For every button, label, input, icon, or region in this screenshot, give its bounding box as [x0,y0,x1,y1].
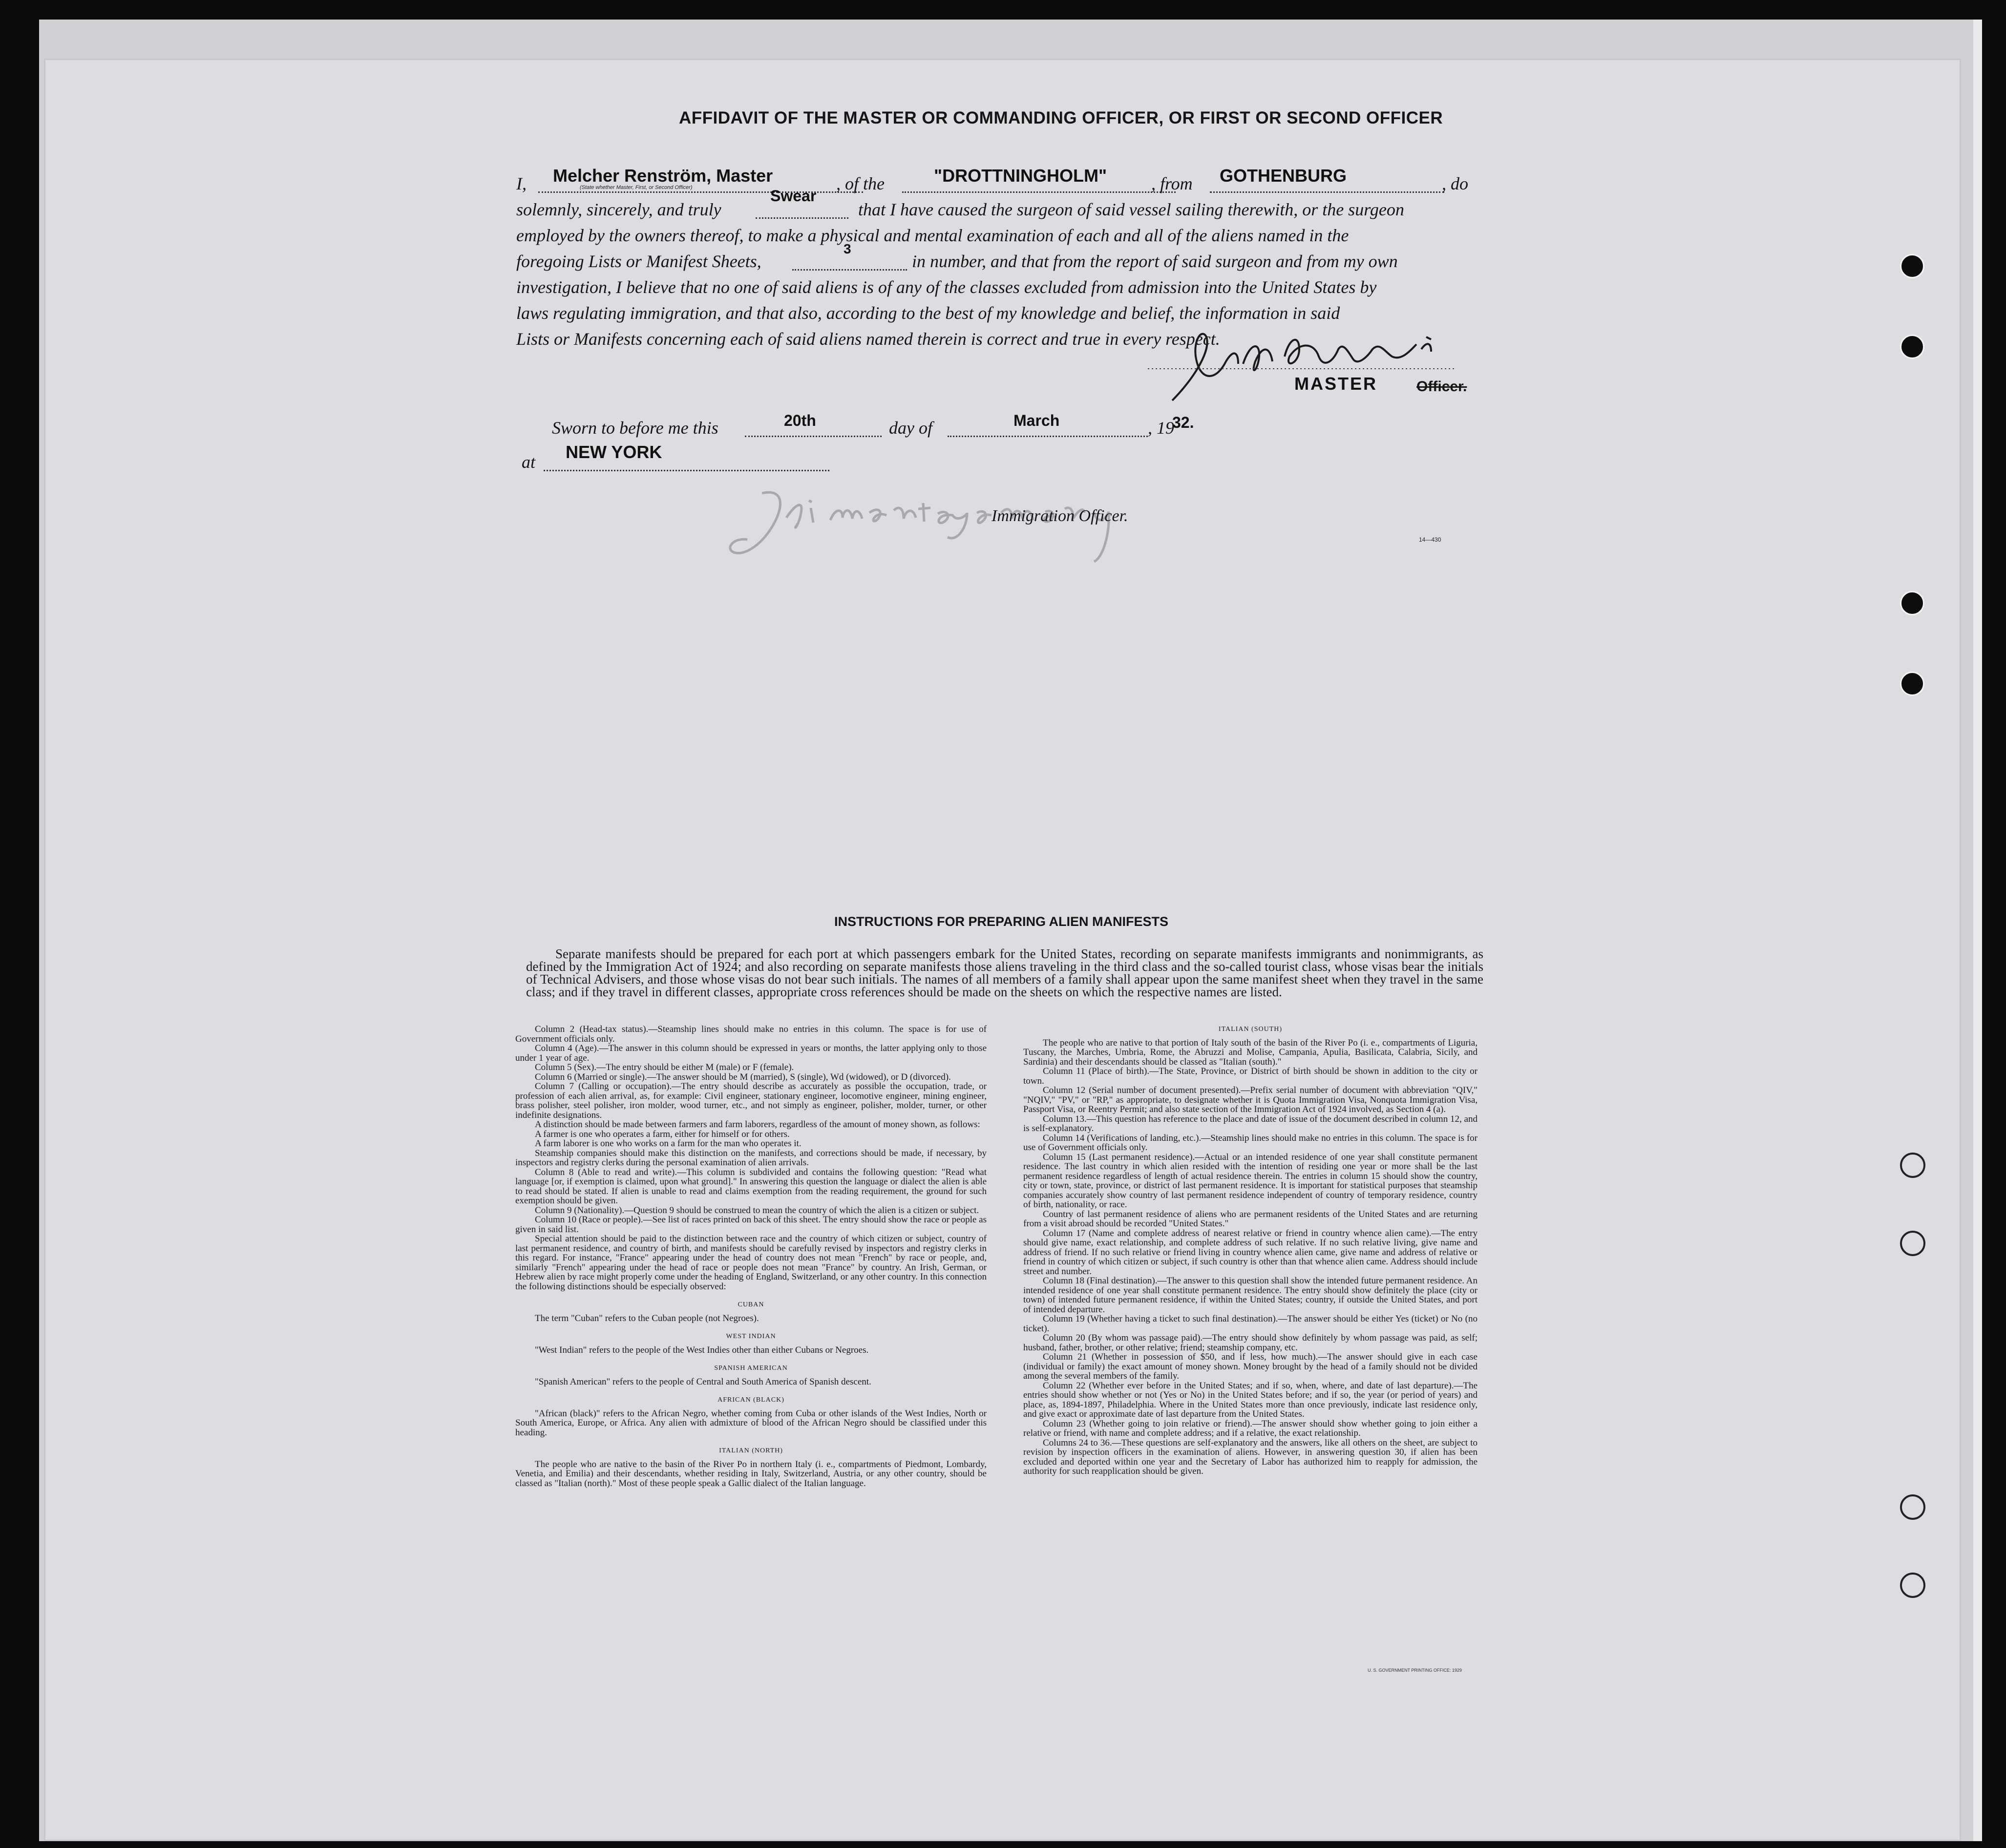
affidavit-title: AFFIDAVIT OF THE MASTER OR COMMANDING OFFICER, OR FIRST OR SECOND OFFICER [679,108,1443,127]
instruction-paragraph: A distinction should be made between farmers and farm laborers, regardless of the amount of money shown, as follows: [535,1119,980,1130]
affidavit-line-5: investigation, I believe that no one of said aliens is of any of the classes excluded from admission into the United States by [516,277,1377,297]
instruction-paragraph: Column 7 (Calling or occupation).—The entry should describe as accurately as possible the occupation, trade, or profession of each alien arrival, as, for example: Civil engineer, stationary engineer, locomotive engineer, mining engineer, brass polisher, steel polisher, iron molder, wood turner, etc., and not simply as engineer, polisher, molder, turner, or other indefinite designations. [515,1081,987,1120]
instruction-paragraph: The people who are native to that portion of Italy south of the basin of the River Po (i. e., compartments of Liguria, Tuscany, the Marches, Umbria, Rome, the Abruzzi and Molise, Campania, Apulia, Basilicata, Calabria, Sicily, and Sardinia) and their descendants should be classed as "Italian (south)." [1023,1037,1478,1067]
instruction-paragraph: Column 18 (Final destination).—The answer to this question shall show the intended future permanent residence. An intended residence of one year shall constitute permanent residence. The entry should show definitely the place (city or town) of intended future permanent residence, if within the United States; country, if outside the United States, and port of intended departure. [1023,1276,1478,1315]
section-text: "Spanish American" refers to the people of Central and South America of Spanish descent. [535,1376,871,1387]
section-heading: AFRICAN (BLACK) [718,1396,784,1404]
instruction-paragraph: Column 21 (Whether in possession of $50, and if less, how much).—The answer should give in each case (individual or family) the exact amount of money shown. Money brought by the head of a family should not be divided among the several members of the family. [1023,1352,1478,1381]
instruction-paragraph: Column 11 (Place of birth).—The State, Province, or District of birth should be shown in addition to the city or town. [1023,1066,1478,1086]
instruction-paragraph: Column 14 (Verifications of landing, etc.).—Steamship lines should make no entries in this column. The space is for use of Government officials only. [1023,1133,1478,1153]
binder-hole [1900,1153,1925,1178]
instruction-paragraph: Columns 24 to 36.—These questions are self-explanatory and the answers, like all others on the sheet, are subject to revision by inspection officers in the examination of aliens. However, in answering question 30, if alien has been excluded and deported within one year and the Secretary of Labor has authorized him to reapply for admission, the authority for such reapplication should be given. [1023,1437,1478,1476]
binder-hole [1900,672,1924,696]
form-number: 14—430 [1419,536,1441,543]
departure-port: GOTHENBURG [1220,166,1347,186]
affidavit-line-3: employed by the owners thereof, to make a physical and mental examination of each and all of the aliens named in the [516,226,1349,245]
binder-hole [1900,1231,1925,1256]
vessel-name: "DROTTNINGHOLM" [934,166,1107,186]
instruction-paragraph: A farm laborer is one who works on a farm for the man who operates it. [535,1138,802,1149]
sworn-day: 20th [784,412,816,429]
instructions-right-column [1023,1025,1478,1476]
instruction-paragraph: Steamship companies should make this distinction on the manifests, and corrections should be made, if necessary, by inspectors and registry clerks during the personal examination of alien arrivals. [515,1148,987,1168]
section-heading: SPANISH AMERICAN [714,1365,788,1372]
section-heading: WEST INDIAN [726,1333,776,1340]
sworn-year: 32. [1172,414,1194,431]
section-text: "African (black)" refers to the African Negro, whether coming from Cuba or other islands of the West Indies, North or South America, Europe, or Africa. Any alien with admixture of blood of the African Negro should be classified under this heading. [515,1408,987,1438]
instruction-paragraph: Column 12 (Serial number of document presented).—Prefix serial number of document with abbreviation "QIV," "NQIV," "PV," or "RP," as appropriate, to designate whether it is Quota Immigration Visa, Nonquota Immigration Visa, Passport Visa, or Reentry Permit; and also state section of the Immigration Act of 1924 involved, as Section 4 (a). [1023,1085,1478,1114]
instruction-paragraph: Column 22 (Whether ever before in the United States; and if so, when, where, and date of last departure).—The entries should show whether or not (Yes or No) in the United States before; and if so, the year (or period of years) and place, as, 1894-1897, Philadelphia. Where in the United States more than once previously, indicate last residence only, and give exact or approximate date of last departure from the United States. [1023,1380,1478,1419]
master-title: MASTER [1294,374,1377,394]
instruction-paragraph: Column 9 (Nationality).—Question 9 should be construed to mean the country of which the alien is a citizen or subject. [535,1205,979,1216]
instruction-paragraph: Column 5 (Sex).—The entry should be either M (male) or F (female). [535,1062,794,1072]
section-text: "West Indian" refers to the people of the West Indies other than either Cubans or Negroes. [535,1344,869,1355]
instruction-paragraph: Column 19 (Whether having a ticket to such final destination).—The answer should be either Yes (ticket) or No (no ticket). [1023,1314,1478,1334]
immigration-officer-signature [713,474,1226,586]
sworn-place: NEW YORK [566,442,662,462]
officer-struck: Officer. [1416,378,1467,395]
instructions-title: INSTRUCTIONS FOR PREPARING ALIEN MANIFESTS [834,914,1169,929]
section-heading: ITALIAN (NORTH) [719,1447,783,1454]
section-heading: CUBAN [738,1301,764,1308]
binder-hole [1900,1494,1925,1520]
instruction-paragraph: Column 4 (Age).—The answer in this column should be expressed in years or months, the latter applying only to those under 1 year of age. [515,1043,987,1063]
binder-hole [1900,1573,1925,1598]
instruction-paragraph: Column 8 (Able to read and write).—This column is subdivided and contains the following question: "Read what language [or, if exemption is claimed, upon what ground]." In answering this question the language or dialect the alien is able to read should be stated. If alien is unable to read and claims exemption from the reading requirement, the ground for such exemption should be given. [515,1167,987,1206]
affidavit-line-6: laws regulating immigration, and that also, according to the best of my knowledge and belief, the information in said [516,303,1340,323]
master-name: Melcher Renström, Master [553,166,773,186]
instruction-paragraph: Special attention should be paid to the distinction between race and the country of which citizen or subject, country of last permanent residence, and country of birth, and manifests should be carefully revised by inspectors and registry clerks in this regard. For instance, "France" appearing under the head of country does not mean "French" by race or people, and, similarly "French" appearing under the head of race or people does not mean "France" by country. An Irish, German, or Hebrew alien by race might properly come under the heading of England, Switzerland, or any other country. In this connection the following distinctions should be especially observed: [515,1234,987,1292]
master-signature [1138,322,1499,410]
sworn-month: March [1014,412,1060,429]
instructions-intro: Separate manifests should be prepared for each port at which passengers embark for the United States, recording on separate manifests immigrants and nonimmigrants, as defined by the Immigration Act of 1924; and also recording on separate manifests those aliens traveling in the third class and the so-called tourist class, whose visas bear the initials of Technical Advisers, and those whose visas do not bear such initials. The names of all members of a family shall appear upon the same manifest sheet when they travel in the same class; and if they travel in different classes, appropriate cross references should be made on the sheets on which the respective names are listed. [526,946,1483,999]
instruction-paragraph: Column 20 (By whom was passage paid).—The entry should show definitely by whom passage was paid, as self; husband, father, brother, or other relative; friend; steamship company, etc. [1023,1333,1478,1353]
instruction-paragraph: Column 23 (Whether going to join relative or friend).—The answer should show whether going to join either a relative or friend, with name and complete address; and if a relative, the exact relationship. [1023,1418,1478,1438]
instruction-paragraph: Column 15 (Last permanent residence).—Actual or an intended residence of one year shall constitute permanent residence. The last country in which alien resided with the intention of residing one year or more shall be the last permanent residence regardless of length of actual residence therein. The entries in column 15 should show the country, city or town, state, province, or district of last permanent residence. It is important for statistical purposes that steamship companies accurately show country of last permanent residence independent of country of temporary residence, country of birth, nationality, or race. [1023,1152,1478,1210]
binder-hole [1900,335,1924,359]
instruction-paragraph: Column 13.—This question has reference to the place and date of issue of the document described in column 12, and is self-explanatory. [1023,1113,1478,1134]
instruction-paragraph: Column 17 (Name and complete address of nearest relative or friend in country whence alien came).—The entry should give name, exact relationship, and complete address of such relative. If no such relative living, give name and address of friend. If no such relative or friend living in country whence alien came, give name and address of relative or friend in country of which citizen or subject, if such country is other than that whence alien came. Address should include street and number. [1023,1228,1478,1277]
affidavit-line-7: Lists or Manifests concerning each of said aliens named therein is correct and true in every respect. [516,329,1220,349]
printer-note: U. S. GOVERNMENT PRINTING OFFICE: 1929 [1368,1668,1462,1673]
instruction-paragraph: Column 6 (Married or single).—The answer should be M (married), S (single), Wd (widowed), or D (divorced). [535,1071,951,1082]
section-heading: ITALIAN (SOUTH) [1218,1026,1283,1033]
binder-hole [1900,254,1924,278]
sheet-count: 3 [844,241,851,256]
instruction-paragraph: A farmer is one who operates a farm, either for himself or for others. [535,1129,790,1139]
binder-hole [1900,591,1924,615]
section-text: The people who are native to the basin of the River Po in northern Italy (i. e., compartments of Piedmont, Lombardy, Venetia, and Emilia) and their descendants, whether residing in Italy, Switzerland, Austria, or any other country, should be classed as "Italian (north)." Most of these people speak a Gallic dialect of the Italian language. [515,1459,987,1489]
section-text: The term "Cuban" refers to the Cuban people (not Negroes). [535,1313,759,1323]
oath-word: Swear [770,187,817,205]
immigration-officer-label: Immigration Officer. [992,507,1128,525]
instructions-left-column [515,1025,987,1488]
instruction-paragraph: Country of last permanent residence of aliens who are permanent residents of the United States and are returning from a visit abroad should be recorded "United States." [1023,1209,1478,1229]
instruction-paragraph: Column 2 (Head-tax status).—Steamship lines should make no entries in this column. The space is for use of Government officials only. [515,1024,987,1044]
instruction-paragraph: Column 10 (Race or people).—See list of races printed on back of this sheet. The entry should show the race or people as given in said list. [515,1215,987,1235]
